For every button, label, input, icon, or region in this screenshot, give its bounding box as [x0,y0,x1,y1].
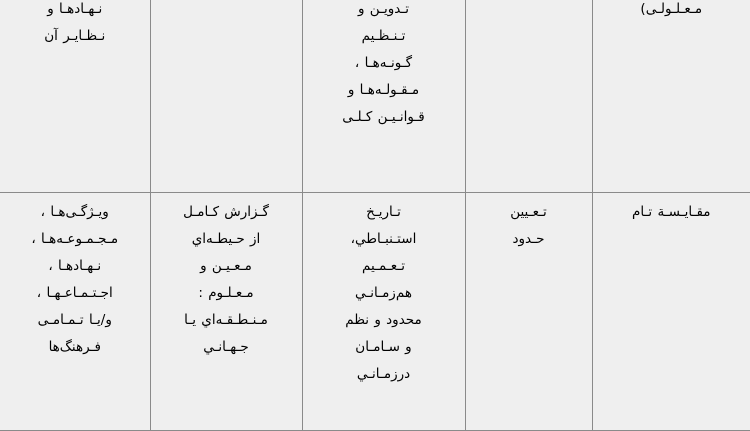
table-cell-r1-c3 [302,0,465,192]
table-cell-r1-c4 [465,0,592,192]
cell-text-line: گـونـه‌هـا ، [354,55,413,71]
cell-text-line: مـنـطـقـه‌اي یـا [184,311,268,328]
cell-text-line: مـجـمـوعـه‌هـا ، [31,230,119,247]
table-row [0,192,750,430]
table-cell-r2-c5 [592,192,750,430]
cell-text-line: تـاریـخ [366,203,401,220]
cell-text-line: از حـیطـه‌اي [191,230,261,247]
cell-text-line: گـزارش کـامـل [183,203,269,220]
cell-text-line: تـعـمـیم [362,257,405,274]
cell-text-line: و سـامـان [355,338,412,355]
cell-text-empty [480,0,578,1]
table-cell-r1-c2 [150,0,302,192]
table-cell-r1-c5 [592,0,750,192]
cell-text-line: قـوانـیـن کـلـی [342,109,425,125]
cell-text-line: ویـژگـی‌هـا ، [40,203,109,220]
cell-text-empty [165,0,288,1]
cell-text-line: حـدود [512,230,545,247]
table-cell-r2-c1 [0,192,150,430]
table-cell-r2-c3 [302,192,465,430]
table-cell-r2-c4 [465,192,592,430]
table-row [0,0,750,192]
cell-text-line: اجـتـمـاعـهـا ، [36,284,113,301]
cell-text-line: فـرهنگ‌ها [48,338,101,355]
cell-text-line: تـدویـن و [357,1,410,17]
cell-text-line: نـظـایـر آن [44,28,106,44]
table-cell-r2-c2 [150,192,302,430]
cell-text-line: مـقـولـه‌هـا و [347,82,420,98]
cell-text-line: نـهـادهـا و [47,1,103,17]
cell-text-line: جـهـانـي [203,338,249,355]
cell-text-line: و/یـا تـمـامـی [37,311,112,328]
cell-text-line: مـعـلـولـی) [640,1,703,17]
cell-text-line: مقـایـسـة تـام [631,203,711,220]
cell-text-line: درزمـانـي [356,365,411,382]
cell-text-line: مـعـلـوم : [198,284,254,301]
cell-text-line: استـنبـاطي، [350,230,417,247]
cell-text-line: مـعـیـن و [200,257,252,274]
cell-text-line: تـنـظـیم [361,28,406,44]
cell-text-line: هم‌زمـانـي [355,284,412,301]
table-cell-r1-c1 [0,0,150,192]
cell-text-line: تـعـیین [510,203,547,220]
cell-text-line: محدود و نظم [345,311,422,328]
cell-text-line: نـهـادهـا ، [48,257,102,274]
